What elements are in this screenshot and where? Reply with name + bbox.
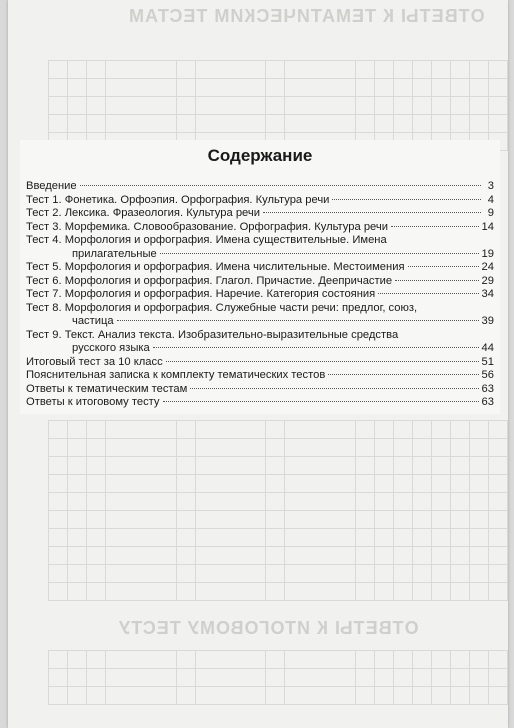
toc-entry-title: Тест 5. Морфология и орфография. Имена числительные. Местоимения xyxy=(26,261,405,273)
mirrored-table-top xyxy=(48,60,508,151)
toc-entry-title: Тест 8. Морфология и орфография. Служебные части речи: предлог, союз, xyxy=(26,301,418,314)
toc-entry xyxy=(26,207,494,221)
toc-entry-title: Тест 9. Текст. Анализ текста. Изобразительно-выразительные средства xyxy=(26,328,399,341)
mirrored-heading-bottom: ОТВЕТЫ К ИТОГОВОМУ ТЕСТУ xyxy=(118,618,419,638)
toc-entry-title: Тест 1. Фонетика. Орфоэпия. Орфография. Культура речи xyxy=(26,193,330,206)
toc-entry-title: Тест 3. Морфемика. Словообразование. Орфография. Культура речи xyxy=(26,220,388,233)
toc-entry-page: 24 xyxy=(481,261,494,273)
toc-entry xyxy=(26,234,494,261)
dot-leader xyxy=(160,252,479,254)
mirrored-table-middle xyxy=(48,420,508,601)
toc-entry-page: 9 xyxy=(487,207,494,219)
toc-entry xyxy=(26,288,494,302)
toc-entry-title: Тест 7. Морфология и орфография. Наречие. Категория состояния xyxy=(26,288,376,300)
toc-entry-page: 44 xyxy=(481,342,494,354)
dot-leader xyxy=(332,198,481,200)
dot-leader xyxy=(263,211,481,213)
toc-title: Содержание xyxy=(207,146,313,165)
toc-entry-title: Тест 2. Лексика. Фразеология. Культура речи xyxy=(26,207,260,219)
toc-entry xyxy=(26,356,494,370)
toc-entry xyxy=(26,383,494,397)
toc-entry-page: 63 xyxy=(481,396,494,408)
toc-entry xyxy=(26,396,494,410)
toc-entry-title: Тест 6. Морфология и орфография. Глагол. Причастие. Деепричастие xyxy=(26,274,393,287)
toc-entry-title: частица xyxy=(72,315,114,327)
toc-entry-title: Итоговый тест за 10 класс xyxy=(26,355,163,368)
table-of-contents xyxy=(20,140,500,414)
toc-entry-title: Пояснительная записка к комплекту тематических тестов xyxy=(26,369,326,381)
dot-leader xyxy=(395,279,478,281)
dot-leader xyxy=(163,400,479,402)
toc-entry xyxy=(26,302,494,329)
mirrored-table-bottom xyxy=(48,650,508,705)
dot-leader xyxy=(391,225,479,227)
toc-entry-page: 34 xyxy=(481,288,494,300)
dot-leader xyxy=(408,265,479,267)
dot-leader xyxy=(378,292,478,294)
toc-entry xyxy=(26,369,494,383)
toc-entry xyxy=(26,329,494,356)
toc-entry xyxy=(26,180,494,194)
toc-entry-page: 29 xyxy=(481,274,494,287)
toc-entry-title: Введение xyxy=(26,180,77,192)
toc-entry-title: Ответы к тематическим тестам xyxy=(26,382,188,395)
toc-entry-title: русского языка xyxy=(72,342,150,354)
book-page xyxy=(8,0,508,728)
toc-entry-page: 14 xyxy=(481,220,494,233)
toc-entry-title: Тест 4. Морфология и орфография. Имена существительные. Имена xyxy=(26,234,387,246)
toc-entry xyxy=(26,261,494,275)
dot-leader xyxy=(80,184,481,186)
toc-entry-title: Ответы к итоговому тесту xyxy=(26,396,160,408)
toc-entry-page: 3 xyxy=(487,180,494,192)
toc-entry-page: 19 xyxy=(481,247,494,260)
dot-leader xyxy=(190,387,478,389)
dot-leader xyxy=(153,346,479,348)
toc-entry-title: прилагательные xyxy=(72,247,157,260)
dot-leader xyxy=(117,319,479,321)
toc-entry-page: 39 xyxy=(481,315,494,327)
dot-leader xyxy=(166,360,479,362)
toc-entry-page: 63 xyxy=(481,382,494,395)
toc-entry-page: 56 xyxy=(481,369,494,381)
toc-entry xyxy=(26,221,494,235)
toc-entry xyxy=(26,275,494,289)
toc-entry-page: 4 xyxy=(487,193,494,206)
toc-entry xyxy=(26,194,494,208)
dot-leader xyxy=(328,373,478,375)
mirrored-heading-top: ОТВЕТЫ К ТЕМАТИЧЕСКИМ ТЕСТАМ xyxy=(128,6,485,26)
toc-entries xyxy=(26,180,494,410)
toc-entry-page: 51 xyxy=(481,355,494,368)
